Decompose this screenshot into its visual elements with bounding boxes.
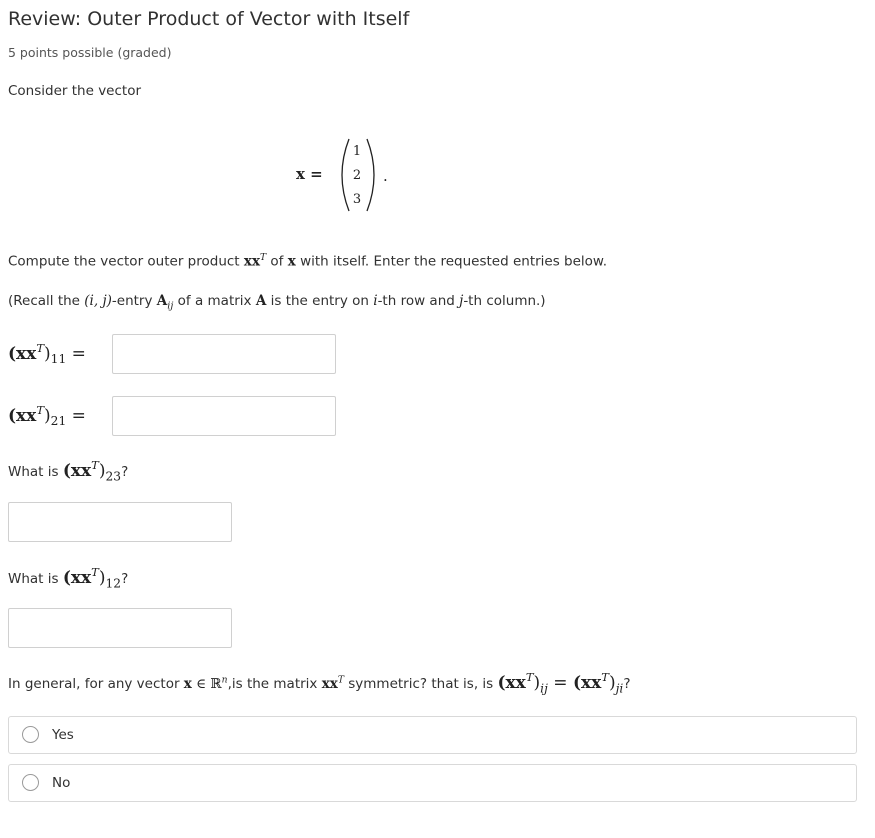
question-12-input[interactable] xyxy=(8,608,232,648)
vector-period: . xyxy=(383,167,388,185)
question-23-text: What is $(xx^T)_{23}$? xyxy=(8,458,129,484)
symmetric-question-text: In general, for any vector x ∈ ℝ$^n$,is the matrix $xx^T$ symmetric? that is, is $(xx^T)_{ij} = (xx^T)_{ji}$? xyxy=(8,670,631,696)
question-12-text: What is $(xx^T)_{12}$? xyxy=(8,565,129,591)
vector-entry: 2 xyxy=(352,168,362,183)
choice-label: No xyxy=(52,775,71,791)
instruction-text: Compute the vector outer product $xx^T$ of x with itself. Enter the requested entries below. xyxy=(8,252,608,270)
intro-text: Consider the vector xyxy=(8,83,142,99)
choice-yes[interactable] xyxy=(8,716,857,754)
recall-text: (Recall the (i, j)-entry $A_{ij}$ of a matrix A is the entry on i-th row and j-th column.) xyxy=(8,293,546,312)
vector-label: x = xyxy=(296,165,323,183)
problem-title: Review: Outer Product of Vector with Itself xyxy=(8,8,410,30)
radio-button[interactable] xyxy=(22,774,39,791)
entry-11-input[interactable] xyxy=(112,334,336,374)
points-label: 5 points possible (graded) xyxy=(8,45,172,60)
radio-button[interactable] xyxy=(22,726,39,743)
vector-entry: 3 xyxy=(352,192,362,207)
question-23-input[interactable] xyxy=(8,502,232,542)
vector-entry: 1 xyxy=(352,144,362,159)
entry-11-label: $(xx^T)_{11}$ = xyxy=(8,341,86,367)
choice-label: Yes xyxy=(52,727,74,743)
vector-entries xyxy=(350,140,364,212)
choice-no[interactable] xyxy=(8,764,857,802)
entry-21-label: $(xx^T)_{21}$ = xyxy=(8,403,86,429)
entry-21-input[interactable] xyxy=(112,396,336,436)
